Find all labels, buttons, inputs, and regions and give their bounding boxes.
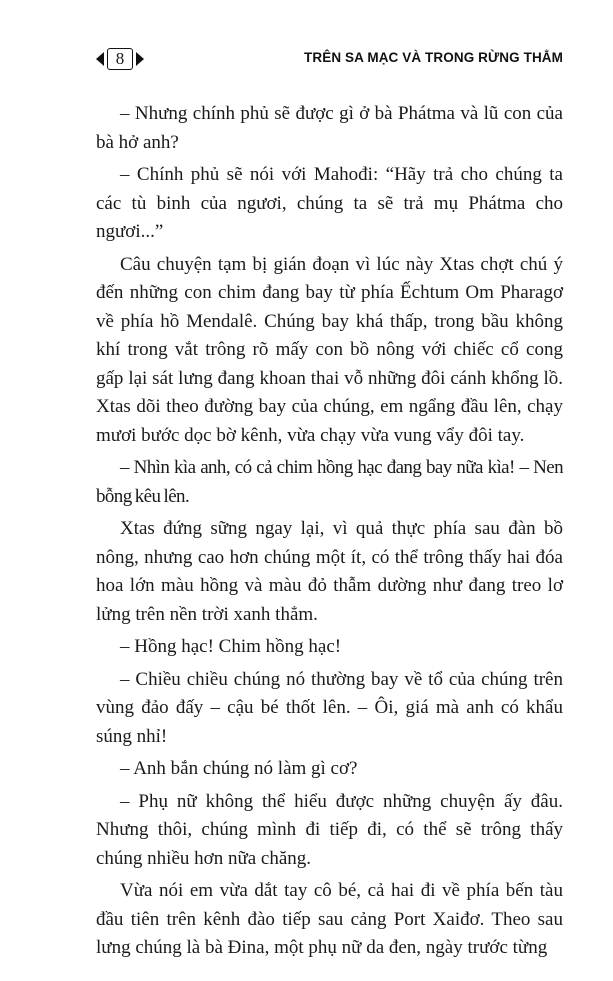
paragraph: – Chính phủ sẽ nói với Mahođi: “Hãy trả cho chúng ta các tù binh của ngươi, chúng ta sẽ trả mụ Phátma cho ngươi...” [96, 164, 563, 242]
body-text [96, 100, 563, 967]
paragraph: Xtas đứng sững ngay lại, vì quả thực phía sau đàn bồ nông, nhưng cao hơn chúng một ít, có thể trông thấy hai đóa hoa lớn màu hồng và màu đỏ thẫm dường như đang treo lơ lửng trên nền trời xanh thẳm. [96, 518, 563, 625]
paragraph: – Hồng hạc! Chim hồng hạc! [120, 636, 342, 657]
paragraph: Câu chuyện tạm bị gián đoạn vì lúc này Xtas chợt chú ý đến những con chim đang bay từ phía Ếchtum Om Pharagơ về phía hồ Mendalê. Chúng bay khá thấp, trong bầu không khí trong vắt trông rõ mấy con bồ nông với chiếc cổ cong gấp lại sát lưng đang khoan thai vỗ những đôi cánh khổng lồ. Xtas dõi theo đường bay của chúng, em ngẩng đầu lên, chạy mươi bước dọc bờ kênh, vừa chạy vừa vung vẩy đôi tay. [96, 253, 563, 446]
paragraph: – Nhưng chính phủ sẽ được gì ở bà Phátma và lũ con của bà hở anh? [96, 103, 563, 153]
paragraph: Vừa nói em vừa dắt tay cô bé, cả hai đi về phía bến tàu đầu tiên trên kênh đào tiếp sau cảng Port Xaiđơ. Theo sau lưng chúng là bà Đina, một phụ nữ da đen, ngày trước từng [96, 880, 563, 958]
triangle-left-icon [96, 52, 104, 66]
paragraph: – Phụ nữ không thể hiểu được những chuyện ấy đâu. Nhưng thôi, chúng mình đi tiếp đi, có thể sẽ trông thấy chúng nhiều hơn nữa chăng. [96, 790, 563, 869]
paragraph: – Anh bắn chúng nó làm gì cơ? [120, 758, 358, 779]
page-number: 8 [107, 48, 133, 70]
running-title: TRÊN SA MẠC VÀ TRONG RỪNG THẲM [304, 50, 563, 65]
page-number-indicator [96, 48, 144, 70]
paragraph: – Nhìn kìa anh, có cả chim hồng hạc đang bay nữa kìa! – Nen bỗng kêu lên. [96, 457, 563, 507]
triangle-right-icon [136, 52, 144, 66]
paragraph: – Chiều chiều chúng nó thường bay về tổ của chúng trên vùng đảo đấy – cậu bé thốt lên. – Ôi, giá mà anh có khẩu súng nhỉ! [96, 668, 563, 747]
page-header [0, 0, 613, 90]
